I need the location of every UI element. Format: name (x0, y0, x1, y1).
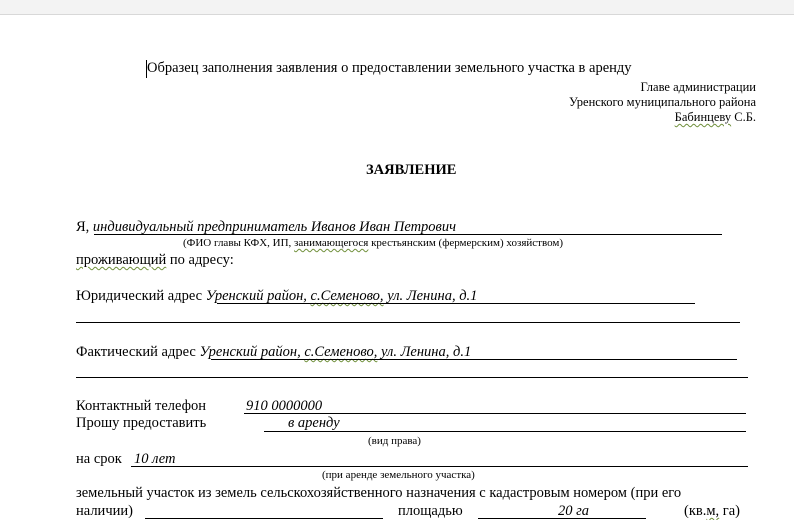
area-unit-part-3: га) (722, 503, 741, 519)
legal-address-underline (217, 303, 695, 304)
term-underline (131, 466, 748, 467)
request-hint (368, 435, 421, 447)
request-hint-text: (вид права) (368, 435, 421, 447)
area-unit-part-2: м, (706, 503, 720, 519)
actual-address-value-part-1: Уренский район, (199, 344, 301, 360)
addressee-line-1-text: Главе администрации (640, 80, 756, 94)
area-label (398, 503, 463, 520)
land-line-2-label (76, 503, 133, 520)
term-hint (322, 469, 475, 481)
residence-label-part-2: по адресу: (169, 252, 234, 268)
applicant-hint-part-2: занимающегося (294, 237, 369, 249)
legal-address-label: Юридический адрес (76, 288, 203, 304)
request-underline (264, 431, 746, 432)
addressee-line-2-text: Уренского муниципального района (569, 95, 756, 109)
area-label-text: площадью (398, 503, 463, 519)
area-underline (478, 518, 646, 519)
land-availability-label: наличии) (76, 503, 133, 519)
applicant-prefix: Я, (76, 219, 90, 235)
residence-label-part-1: проживающий (76, 252, 167, 268)
request-label-text: Прошу предоставить (76, 415, 207, 431)
addressee-line-1 (641, 80, 757, 95)
legal-address-value-part-2: с.Семеново, (310, 288, 384, 304)
actual-address-value-part-3: ул. Ленина, д.1 (380, 344, 472, 360)
land-description (76, 485, 681, 502)
addressee-initials: С.Б. (734, 110, 756, 124)
document-title (366, 162, 456, 179)
area-value-text: 20 га (558, 503, 590, 519)
area-unit-part-1: (кв. (684, 503, 707, 519)
actual-address-underline (211, 359, 737, 360)
addressee-line-3 (675, 110, 756, 125)
applicant-underline (94, 234, 722, 235)
addressee-line-2 (569, 95, 756, 110)
addressee-surname: Бабинцеву (674, 110, 732, 124)
term-value-text: 10 лет (134, 451, 176, 467)
applicant-hint (183, 237, 563, 249)
document-heading (147, 60, 632, 77)
term-label-text: на срок (76, 451, 122, 467)
request-value (288, 415, 340, 432)
residence-label (76, 252, 234, 269)
land-description-text: земельный участок из земель сельскохозяйственного назначения с кадастровым номером (при его (76, 485, 682, 501)
cadastral-number-underline (145, 518, 383, 519)
page-top-edge (0, 0, 794, 15)
applicant-hint-part-3: крестьянским (фермерским) хозяйством) (371, 237, 563, 249)
phone-label (76, 398, 206, 415)
area-unit (684, 503, 740, 520)
actual-address-value-part-2: с.Семеново, (304, 344, 378, 360)
legal-address-value-part-1: Уренский район, (205, 288, 307, 304)
legal-address-underline-2 (76, 322, 740, 323)
document-title-text: ЗАЯВЛЕНИЕ (366, 162, 457, 178)
request-label (76, 415, 206, 432)
phone-underline (244, 413, 746, 414)
actual-address-underline-2 (76, 377, 748, 378)
phone-label-text: Контактный телефон (76, 398, 207, 414)
phone-value-text: 910 0000000 (246, 398, 323, 414)
term-label (76, 451, 122, 468)
actual-address-label: Фактический адрес (76, 344, 196, 360)
applicant-value: индивидуальный предприниматель Иванов Иван Петрович (92, 219, 456, 235)
applicant-hint-part-1: (ФИО главы КФХ, ИП, (183, 237, 292, 249)
request-value-text: в аренду (288, 415, 340, 431)
legal-address-value-part-3: ул. Ленина, д.1 (387, 288, 478, 304)
term-hint-text: (при аренде земельного участка) (322, 469, 475, 481)
document-heading-text: Образец заполнения заявления о предоставлении земельного участка в аренду (147, 60, 632, 76)
